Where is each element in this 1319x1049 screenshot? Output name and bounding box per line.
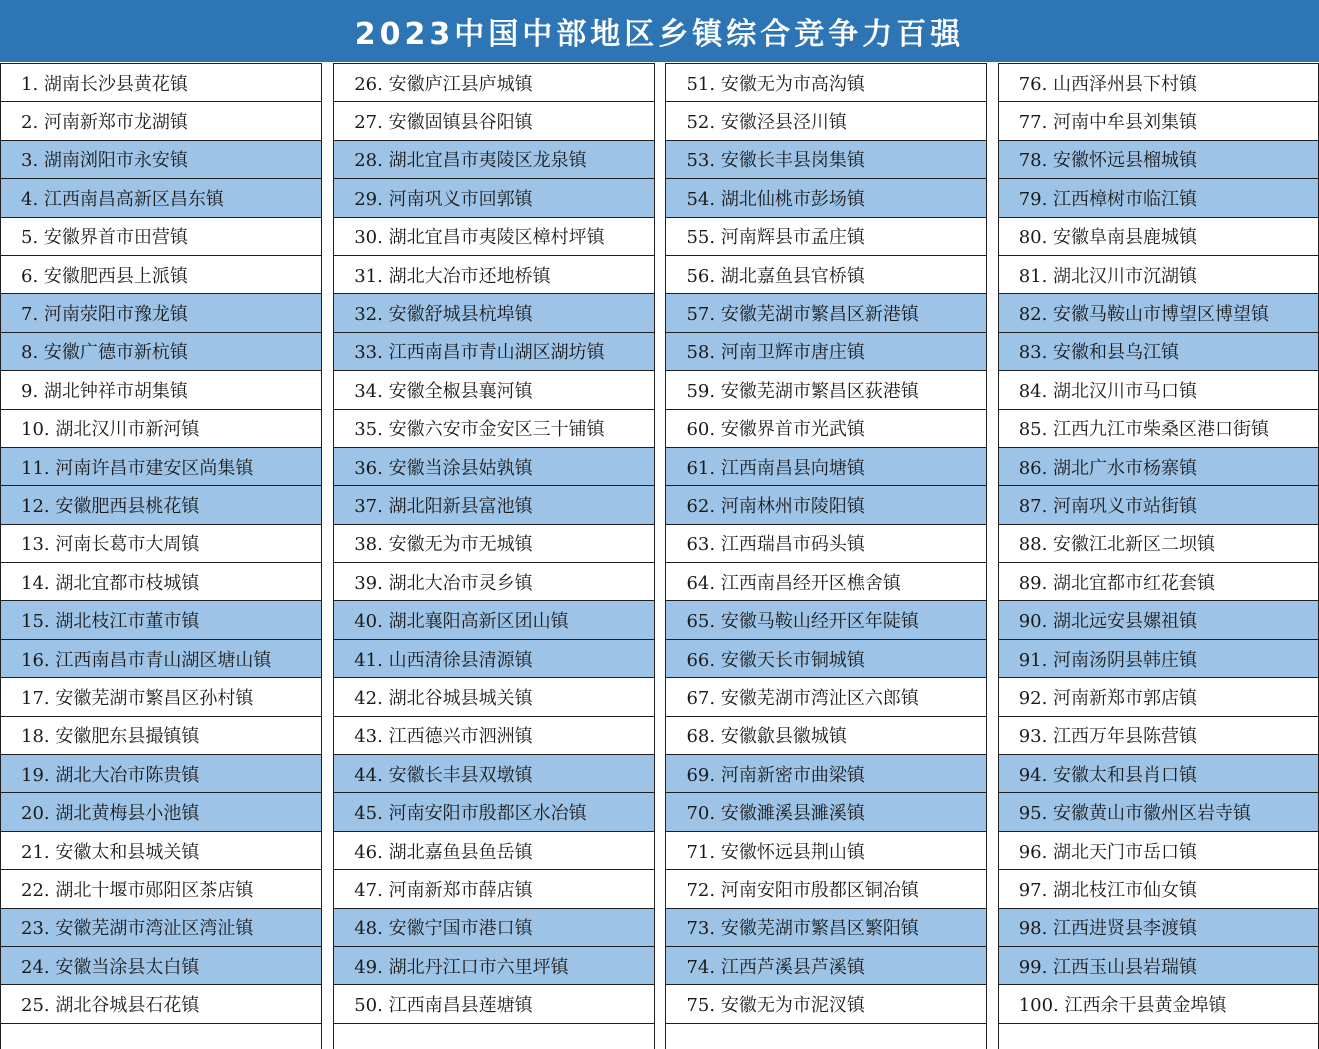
table-row: 99. 江西玉山县岩瑞镇 — [999, 947, 1318, 985]
column-gap — [987, 63, 998, 1049]
page-title: 2023中国中部地区乡镇综合竞争力百强 — [354, 17, 965, 52]
table-row: 74. 江西芦溪县芦溪镇 — [666, 947, 985, 985]
table-row: 94. 安徽太和县肖口镇 — [999, 755, 1318, 793]
table-row: 84. 湖北汉川市马口镇 — [999, 371, 1318, 409]
table-row: 31. 湖北大冶市还地桥镇 — [334, 256, 653, 294]
table-row: 88. 安徽江北新区二坝镇 — [999, 525, 1318, 563]
table-row: 37. 湖北阳新县富池镇 — [334, 486, 653, 524]
table-row: 12. 安徽肥西县桃花镇 — [1, 486, 321, 524]
table-row: 89. 湖北宜都市红花套镇 — [999, 563, 1318, 601]
table-row: 9. 湖北钟祥市胡集镇 — [1, 371, 321, 409]
table-row: 98. 江西进贤县李渡镇 — [999, 909, 1318, 947]
table-row: 51. 安徽无为市高沟镇 — [666, 64, 985, 102]
table-row: 4. 江西南昌高新区昌东镇 — [1, 179, 321, 217]
table-row: 80. 安徽阜南县鹿城镇 — [999, 218, 1318, 256]
table-row: 77. 河南中牟县刘集镇 — [999, 102, 1318, 140]
table-row: 85. 江西九江市柴桑区港口街镇 — [999, 410, 1318, 448]
table-row: 41. 山西清徐县清源镇 — [334, 640, 653, 678]
table-row: 76. 山西泽州县下村镇 — [999, 64, 1318, 102]
table-row: 69. 河南新密市曲梁镇 — [666, 755, 985, 793]
table-row: 73. 安徽芜湖市繁昌区繁阳镇 — [666, 909, 985, 947]
table-row: 6. 安徽肥西县上派镇 — [1, 256, 321, 294]
table-row: 47. 河南新郑市薛店镇 — [334, 870, 653, 908]
table-row: 35. 安徽六安市金安区三十铺镇 — [334, 410, 653, 448]
table-row: 87. 河南巩义市站街镇 — [999, 486, 1318, 524]
table-row: 79. 江西樟树市临江镇 — [999, 179, 1318, 217]
table-row: 71. 安徽怀远县荆山镇 — [666, 832, 985, 870]
table-row: 27. 安徽固镇县谷阳镇 — [334, 102, 653, 140]
table-row: 64. 江西南昌经开区樵舍镇 — [666, 563, 985, 601]
table-row: 56. 湖北嘉鱼县官桥镇 — [666, 256, 985, 294]
table-row: 97. 湖北枝江市仙女镇 — [999, 870, 1318, 908]
table-row: 1. 湖南长沙县黄花镇 — [1, 64, 321, 102]
table-row: 75. 安徽无为市泥汊镇 — [666, 985, 985, 1023]
column-3 — [665, 63, 986, 1049]
table-row: 46. 湖北嘉鱼县鱼岳镇 — [334, 832, 653, 870]
table-row: 34. 安徽全椒县襄河镇 — [334, 371, 653, 409]
table-row: 54. 湖北仙桃市彭场镇 — [666, 179, 985, 217]
table-row: 2. 河南新郑市龙湖镇 — [1, 102, 321, 140]
table-row: 30. 湖北宜昌市夷陵区樟村坪镇 — [334, 218, 653, 256]
table-row: 90. 湖北远安县嫘祖镇 — [999, 601, 1318, 639]
table-row: 96. 湖北天门市岳口镇 — [999, 832, 1318, 870]
table-row: 78. 安徽怀远县榴城镇 — [999, 141, 1318, 179]
table-row: 24. 安徽当涂县太白镇 — [1, 947, 321, 985]
column-1 — [0, 63, 322, 1049]
table-row: 10. 湖北汉川市新河镇 — [1, 410, 321, 448]
table-row: 19. 湖北大冶市陈贵镇 — [1, 755, 321, 793]
table-row: 61. 江西南昌县向塘镇 — [666, 448, 985, 486]
table-row: 70. 安徽濉溪县濉溪镇 — [666, 793, 985, 831]
table-row: 29. 河南巩义市回郭镇 — [334, 179, 653, 217]
table-row: 81. 湖北汉川市沉湖镇 — [999, 256, 1318, 294]
table-row: 59. 安徽芜湖市繁昌区荻港镇 — [666, 371, 985, 409]
table-row: 43. 江西德兴市泗洲镇 — [334, 717, 653, 755]
table-row: 92. 河南新郑市郭店镇 — [999, 678, 1318, 716]
table-row: 66. 安徽天长市铜城镇 — [666, 640, 985, 678]
table-row: 25. 湖北谷城县石花镇 — [1, 985, 321, 1023]
table-row: 32. 安徽舒城县杭埠镇 — [334, 294, 653, 332]
table-row: 36. 安徽当涂县姑孰镇 — [334, 448, 653, 486]
table-row: 49. 湖北丹江口市六里坪镇 — [334, 947, 653, 985]
table-row: 82. 安徽马鞍山市博望区博望镇 — [999, 294, 1318, 332]
table-row: 7. 河南荥阳市豫龙镇 — [1, 294, 321, 332]
table-row: 57. 安徽芜湖市繁昌区新港镇 — [666, 294, 985, 332]
column-gap — [322, 63, 333, 1049]
table-row: 45. 河南安阳市殷都区水冶镇 — [334, 793, 653, 831]
table-row: 17. 安徽芜湖市繁昌区孙村镇 — [1, 678, 321, 716]
table-row: 95. 安徽黄山市徽州区岩寺镇 — [999, 793, 1318, 831]
table-row: 22. 湖北十堰市郧阳区茶店镇 — [1, 870, 321, 908]
table-row: 44. 安徽长丰县双墩镇 — [334, 755, 653, 793]
table-row: 52. 安徽泾县泾川镇 — [666, 102, 985, 140]
table-row: 63. 江西瑞昌市码头镇 — [666, 525, 985, 563]
ranking-table — [0, 63, 1319, 1049]
table-row: 50. 江西南昌县莲塘镇 — [334, 985, 653, 1023]
table-row: 55. 河南辉县市孟庄镇 — [666, 218, 985, 256]
table-row: 91. 河南汤阴县韩庄镇 — [999, 640, 1318, 678]
table-row: 3. 湖南浏阳市永安镇 — [1, 141, 321, 179]
table-row: 39. 湖北大冶市灵乡镇 — [334, 563, 653, 601]
table-row: 33. 江西南昌市青山湖区湖坊镇 — [334, 333, 653, 371]
table-row: 48. 安徽宁国市港口镇 — [334, 909, 653, 947]
table-row: 13. 河南长葛市大周镇 — [1, 525, 321, 563]
table-row: 65. 安徽马鞍山经开区年陡镇 — [666, 601, 985, 639]
table-row: 23. 安徽芜湖市湾沚区湾沚镇 — [1, 909, 321, 947]
table-row: 8. 安徽广德市新杭镇 — [1, 333, 321, 371]
table-row: 86. 湖北广水市杨寨镇 — [999, 448, 1318, 486]
table-row: 60. 安徽界首市光武镇 — [666, 410, 985, 448]
table-row: 58. 河南卫辉市唐庄镇 — [666, 333, 985, 371]
table-row: 100. 江西余干县黄金埠镇 — [999, 985, 1318, 1023]
table-row: 16. 江西南昌市青山湖区塘山镇 — [1, 640, 321, 678]
table-row: 40. 湖北襄阳高新区团山镇 — [334, 601, 653, 639]
table-row: 72. 河南安阳市殷都区铜冶镇 — [666, 870, 985, 908]
table-row: 68. 安徽歙县徽城镇 — [666, 717, 985, 755]
table-row: 62. 河南林州市陵阳镇 — [666, 486, 985, 524]
table-row: 93. 江西万年县陈营镇 — [999, 717, 1318, 755]
table-row: 21. 安徽太和县城关镇 — [1, 832, 321, 870]
table-row: 15. 湖北枝江市董市镇 — [1, 601, 321, 639]
column-gap — [655, 63, 666, 1049]
table-row: 5. 安徽界首市田营镇 — [1, 218, 321, 256]
column-2 — [333, 63, 654, 1049]
column-4 — [998, 63, 1319, 1049]
table-row: 11. 河南许昌市建安区尚集镇 — [1, 448, 321, 486]
title-bar — [0, 0, 1319, 62]
table-row: 53. 安徽长丰县岗集镇 — [666, 141, 985, 179]
table-row: 67. 安徽芜湖市湾沚区六郎镇 — [666, 678, 985, 716]
table-row: 18. 安徽肥东县撮镇镇 — [1, 717, 321, 755]
table-row: 83. 安徽和县乌江镇 — [999, 333, 1318, 371]
table-row: 42. 湖北谷城县城关镇 — [334, 678, 653, 716]
table-row: 20. 湖北黄梅县小池镇 — [1, 793, 321, 831]
table-row: 26. 安徽庐江县庐城镇 — [334, 64, 653, 102]
table-row: 28. 湖北宜昌市夷陵区龙泉镇 — [334, 141, 653, 179]
table-row: 14. 湖北宜都市枝城镇 — [1, 563, 321, 601]
table-row: 38. 安徽无为市无城镇 — [334, 525, 653, 563]
